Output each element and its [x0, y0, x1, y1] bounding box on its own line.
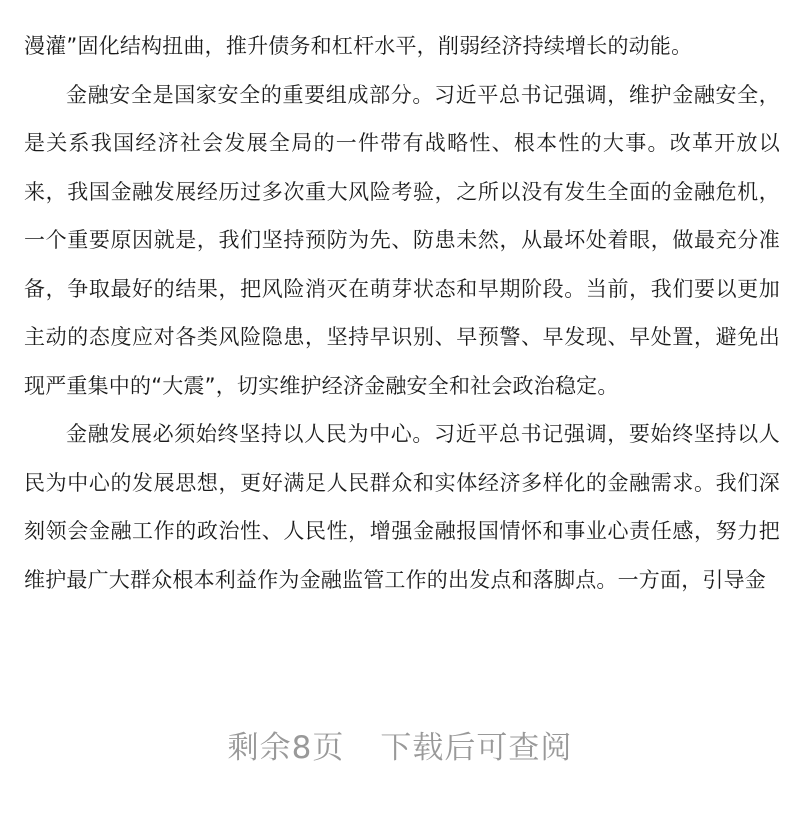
paragraph-3: 金融发展必须始终坚持以人民为中心。习近平总书记强调，要始终坚持以人民为中心的发展思想，更好满足人民群众和实体经济多样化的金融需求。我们深刻领会金融工作的政治性、人民性，增强金融报国情怀和事业心责任感，努力把维护最广大群众根本利益作为金融监管工作的出发点和落脚点。一方面，引导金: [24, 422, 780, 592]
paragraph-2: 金融安全是国家安全的重要组成部分。习近平总书记强调，维护金融安全，是关系我国经济社会发展全局的一件带有战略性、根本性的大事。改革开放以来，我国金融发展经历过多次重大风险考验，之所以没有发生全面的金融危机，一个重要原因就是，我们坚持预防为先、防患未然，从最坏处着眼，做最充分准备，争取最好的结果，把风险消灭在萌芽状态和早期阶段。当前，我们要以更加主动的态度应对各类风险隐患，坚持早识别、早预警、早发现、早处置，避免出现严重集中的“大震”，切实维护经济金融安全和社会政治稳定。: [24, 82, 780, 398]
remaining-pages-count: 剩余8页: [227, 730, 345, 766]
document-body: [24, 22, 780, 604]
paragraph-1: 漫灌”固化结构扭曲，推升债务和杠杆水平，削弱经济持续增长的动能。: [24, 34, 693, 58]
remaining-pages-notice[interactable]: [0, 722, 800, 767]
download-to-view-text: 下载后可查阅: [380, 730, 573, 766]
